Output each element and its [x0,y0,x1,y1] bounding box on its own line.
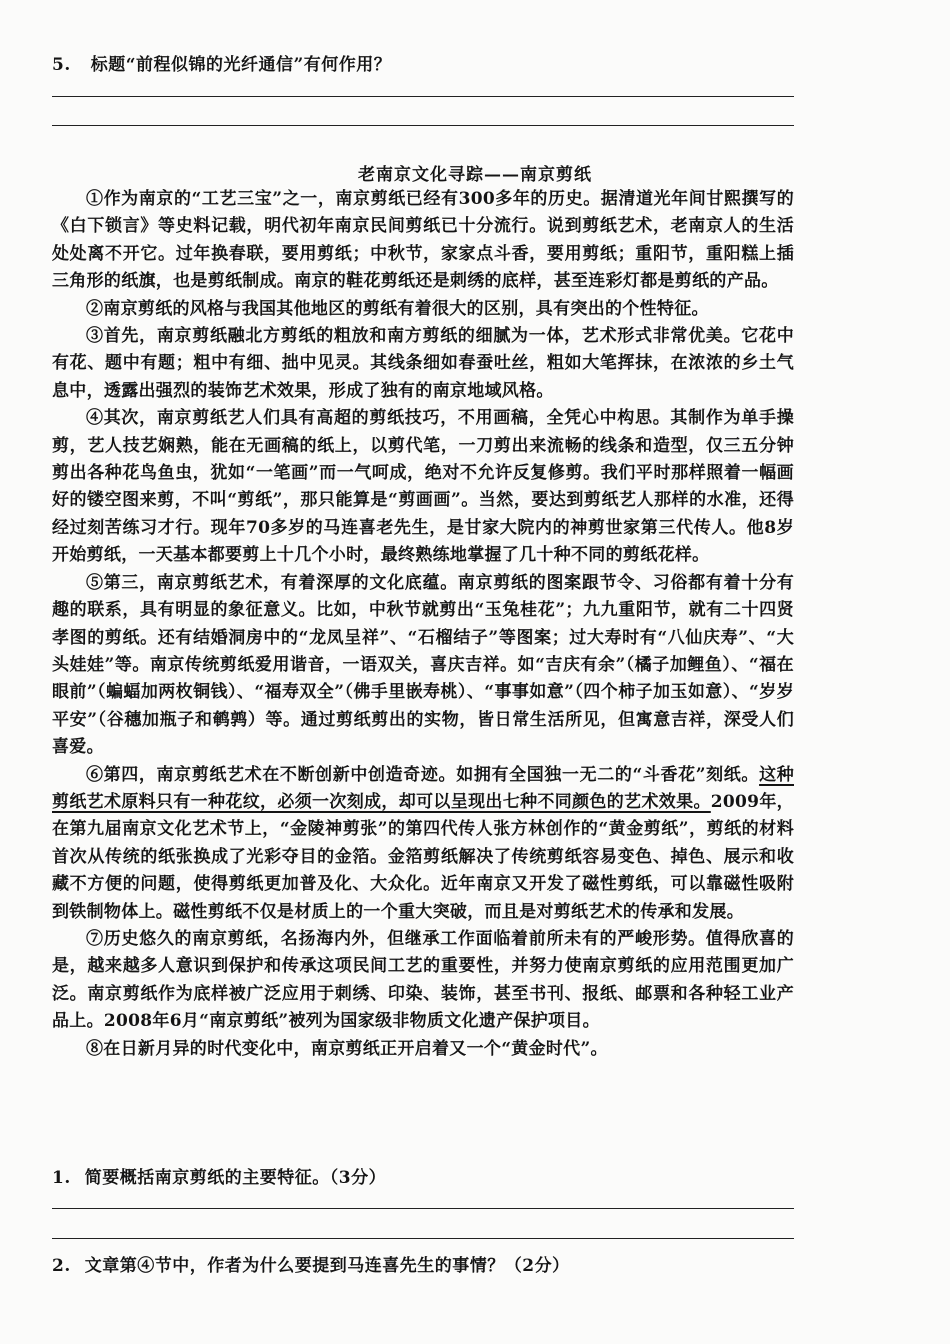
paragraph-6-intro: ⑥第四，南京剪纸艺术在不断创新中创造奇迹。如拥有全国独一无二的“斗香花”刻纸。 [86,764,760,785]
answer-line [52,96,794,97]
question-1-text: 简要概括南京剪纸的主要特征。（3分） [84,1168,387,1188]
article-body [52,186,794,1063]
paragraph-6-rest: 2009年，在第九届南京文化艺术节上，“金陵神剪张”的第四代传人张方林创作的“黄金剪纸”，剪纸的材料首次从传统的纸张换成了光彩夺目的金箔。金箔剪纸解决了传统剪纸容易变色、掉色、展示和收藏不方便的问题，使得剪纸更加普及化、大众化。近年南京又开发了磁性剪纸，可以靠磁性吸附到铁制物体上。磁性剪纸不仅是材质上的一个重大突破，而且是对剪纸艺术的传承和发展。 [52,791,794,922]
question-2-text: 文章第④节中，作者为什么要提到马连喜先生的事情？（2分） [84,1256,570,1276]
paragraph-3: ③首先，南京剪纸融北方剪纸的粗放和南方剪纸的细腻为一体，艺术形式非常优美。它花中有花、题中有题；粗中有细、拙中见灵。其线条细如春蚕吐丝，粗如大笔挥抹，在浓浓的乡土气息中，透露出强烈的装饰艺术效果，形成了独有的南京地域风格。 [52,326,794,401]
paragraph-1: ①作为南京的“工艺三宝”之一，南京剪纸已经有300多年的历史。据清道光年间甘熙撰写的《白下锁言》等史料记载，明代初年南京民间剪纸已十分流行。说到剪纸艺术，老南京人的生活处处离不开它。过年换春联，要用剪纸；中秋节，家家点斗香，要用剪纸；重阳节，重阳糕上插三角形的纸旗，也是剪纸制成。南京的鞋花剪纸还是刺绣的底样，甚至连彩灯都是剪纸的产品。 [52,189,794,292]
question-1-number: 1. [52,1168,71,1188]
question-2 [52,1251,570,1276]
underlined-sentence: 这种剪纸艺术原料只有一种花纹，必须一次刻成，却可以呈现出七种不同颜色的艺术效果。 [52,764,794,812]
question-5-number: 5. [52,55,71,75]
paragraph-2: ②南京剪纸的风格与我国其他地区的剪纸有着很大的区别，具有突出的个性特征。 [86,298,709,319]
question-2-number: 2. [52,1256,71,1276]
paragraph-8: ⑧在日新月异的时代变化中，南京剪纸正开启着又一个“黄金时代”。 [86,1038,608,1059]
paragraph-6 [52,762,794,926]
question-5 [52,50,391,75]
paragraph-4: ④其次，南京剪纸艺人们具有高超的剪纸技巧，不用画稿，全凭心中构思。其制作为单手操剪，艺人技艺娴熟，能在无画稿的纸上，以剪代笔，一刀剪出来流畅的线条和造型，仅三五分钟剪出各种花鸟鱼虫，犹如“一笔画”而一气呵成，绝对不允许反复修剪。我们平时那样照着一幅画好的镂空图来剪，不叫“剪纸”，那只能算是“剪画画”。当然，要达到剪纸艺人那样的水准，还得经过刻苦练习才行。现年70多岁的马连喜老先生，是甘家大院内的神剪世家第三代传人。他8岁开始剪纸，一天基本都要剪上十几个小时，最终熟练地掌握了几十种不同的剪纸花样。 [52,408,794,566]
answer-line [52,125,794,126]
article-title: 老南京文化寻踪——南京剪纸 [358,165,592,185]
paragraph-5: ⑤第三，南京剪纸艺术，有着深厚的文化底蕴。南京剪纸的图案跟节令、习俗都有着十分有趣的联系，具有明显的象征意义。比如，中秋节就剪出“玉兔桂花”；九九重阳节，就有二十四贤孝图的剪纸。还有结婚洞房中的“龙凤呈祥”、“石榴结子”等图案；过大寿时有“八仙庆寿”、“大头娃娃”等。南京传统剪纸爱用谐音，一语双关，喜庆吉祥。如“吉庆有余”（橘子加鲤鱼）、“福在眼前”（蝙蝠加两枚铜钱）、“福寿双全”（佛手里嵌寿桃）、“事事如意”（四个柿子加玉如意）、“岁岁平安”（谷穗加瓶子和鹌鹑）等。通过剪纸剪出的实物，皆日常生活所见，但寓意吉祥，深受人们喜爱。 [52,572,794,758]
answer-line [52,1208,794,1209]
question-1 [52,1163,386,1188]
paragraph-7: ⑦历史悠久的南京剪纸，名扬海内外，但继承工作面临着前所未有的严峻形势。值得欣喜的是，越来越多人意识到保护和传承这项民间工艺的重要性，并努力使南京剪纸的应用范围更加广泛。南京剪纸作为底样被广泛应用于刺绣、印染、装饰，甚至书刊、报纸、邮票和各种轻工业产品上。2008年6月“南京剪纸”被列为国家级非物质文化遗产保护项目。 [52,928,794,1032]
answer-line [52,1238,794,1239]
question-5-text: 标题“前程似锦的光纤通信”有何作用？ [90,55,392,75]
